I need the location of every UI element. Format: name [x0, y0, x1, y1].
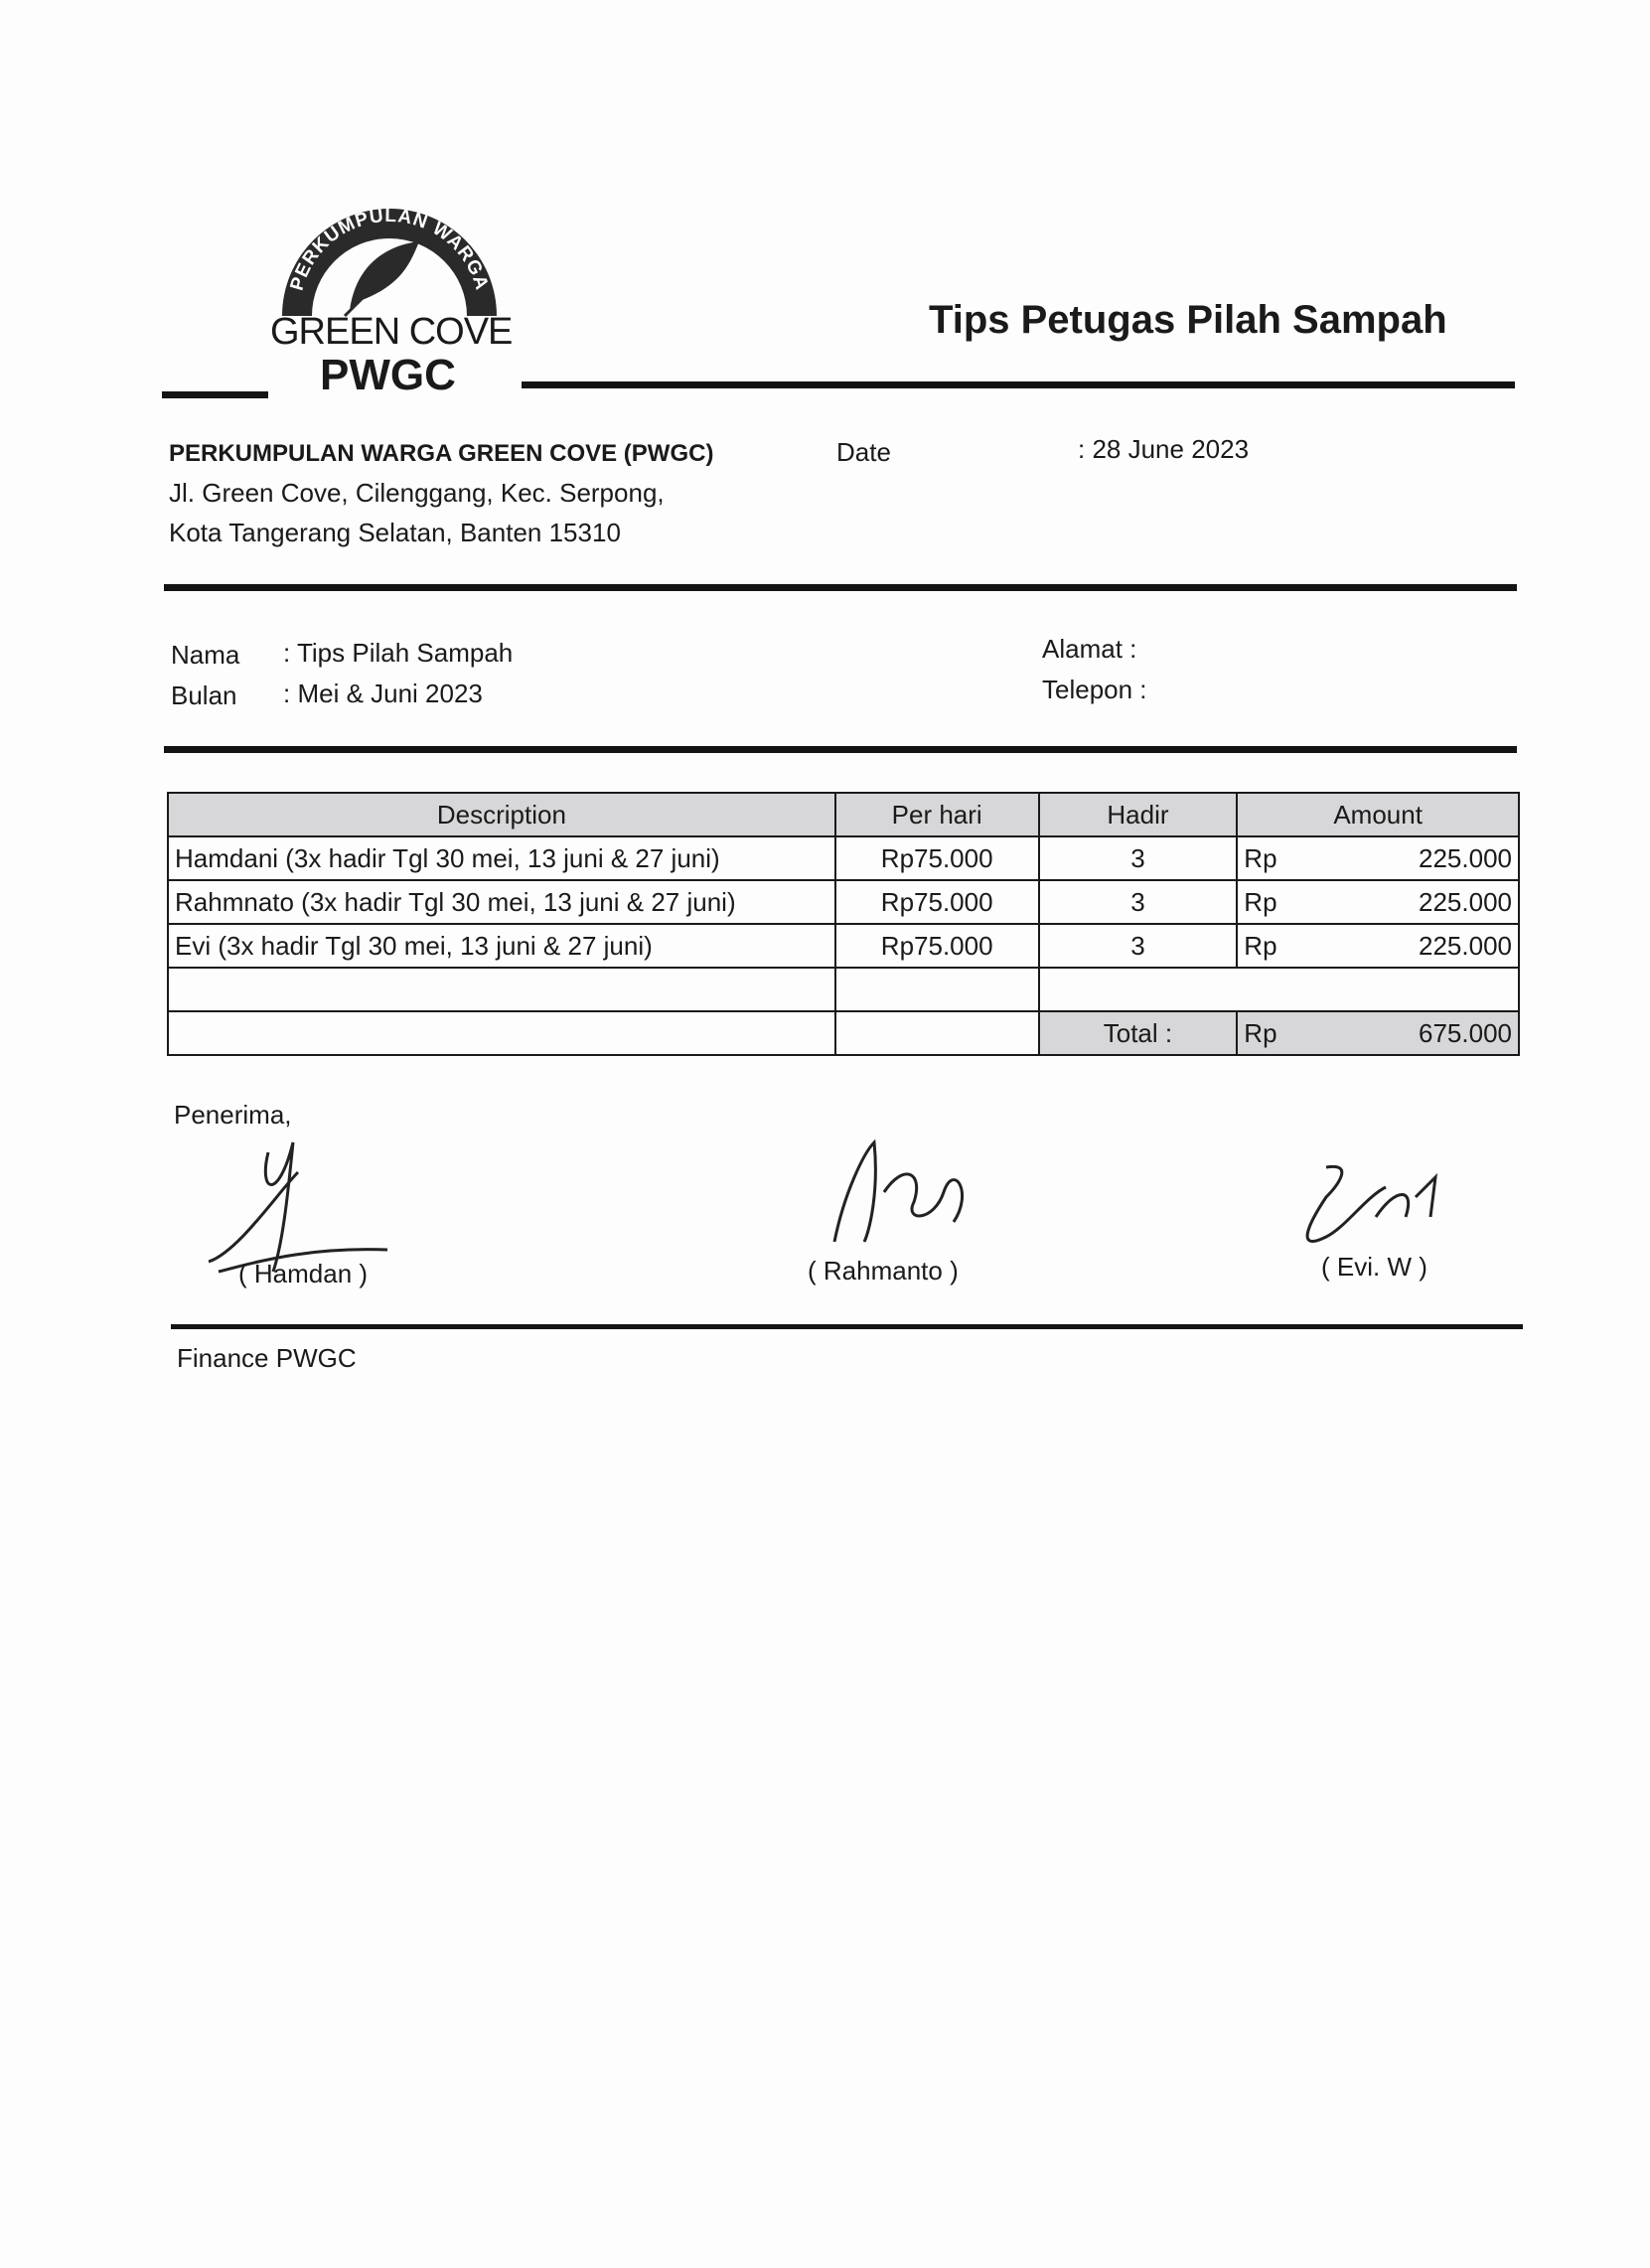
total-currency: Rp [1244, 1017, 1277, 1048]
row-description: Rahmnato (3x hadir Tgl 30 mei, 13 juni & 27 juni) [168, 880, 835, 924]
nama-value: : Tips Pilah Sampah [283, 638, 514, 668]
header-amount: Amount [1237, 793, 1519, 836]
divider-rule [164, 584, 1517, 591]
table-header [168, 793, 1519, 836]
receiver-label: Penerima, [174, 1100, 292, 1130]
currency: Rp [1244, 842, 1277, 873]
payment-table [167, 792, 1520, 1056]
amount-value: 225.000 [1419, 886, 1512, 917]
nama-label: Nama [171, 640, 240, 670]
currency: Rp [1244, 930, 1277, 961]
row-description: Hamdani (3x hadir Tgl 30 mei, 13 juni & 27 juni) [168, 836, 835, 880]
divider-rule-2 [164, 746, 1517, 753]
signatory-hamdan: ( Hamdan ) [238, 1259, 369, 1288]
row-hadir: 3 [1039, 836, 1238, 880]
header-hadir: Hadir [1039, 793, 1238, 836]
signatory-evi: ( Evi. W ) [1321, 1252, 1427, 1282]
header-rule-right [522, 381, 1515, 388]
total-value: 675.000 [1419, 1017, 1512, 1048]
row-amount [1237, 880, 1519, 924]
table-row-empty [168, 968, 1519, 1011]
org-address-2: Kota Tangerang Selatan, Banten 15310 [169, 518, 621, 547]
footer-rule [171, 1324, 1523, 1329]
total-label: Total : [1039, 1011, 1238, 1055]
currency: Rp [1244, 886, 1277, 917]
row-description: Evi (3x hadir Tgl 30 mei, 13 juni & 27 juni) [168, 924, 835, 968]
row-hadir: 3 [1039, 924, 1238, 968]
document-title: Tips Petugas Pilah Sampah [929, 298, 1447, 342]
bulan-label: Bulan [171, 680, 237, 710]
header-rule-left [162, 391, 268, 398]
amount-value: 225.000 [1419, 930, 1512, 961]
org-name: PERKUMPULAN WARGA GREEN COVE (PWGC) [169, 440, 714, 467]
table-total-row [168, 1011, 1519, 1055]
org-address-1: Jl. Green Cove, Cilenggang, Kec. Serpong, [169, 478, 665, 508]
row-hadir: 3 [1039, 880, 1238, 924]
date-value: : 28 June 2023 [1078, 434, 1250, 464]
logo-abbr: PWGC [320, 351, 456, 399]
footer-label: Finance PWGC [177, 1343, 357, 1373]
svg-text:PERKUMPULAN WARGA: PERKUMPULAN WARGA [286, 205, 493, 293]
header-per-hari: Per hari [835, 793, 1039, 836]
total-amount [1237, 1011, 1519, 1055]
row-per-hari: Rp75.000 [835, 924, 1039, 968]
header-description: Description [168, 793, 835, 836]
table-row [168, 836, 1519, 880]
table-row [168, 880, 1519, 924]
signatory-rahmanto: ( Rahmanto ) [808, 1256, 959, 1285]
logo-name: GREEN COVE [270, 311, 513, 353]
row-amount [1237, 836, 1519, 880]
row-per-hari: Rp75.000 [835, 880, 1039, 924]
date-label: Date [836, 437, 891, 467]
table-row [168, 924, 1519, 968]
amount-value: 225.000 [1419, 842, 1512, 873]
signature-rahmanto-icon [825, 1133, 983, 1272]
logo [260, 177, 519, 400]
row-amount [1237, 924, 1519, 968]
telepon-label: Telepon : [1042, 675, 1147, 704]
alamat-label: Alamat : [1042, 634, 1137, 664]
row-per-hari: Rp75.000 [835, 836, 1039, 880]
bulan-value: : Mei & Juni 2023 [283, 679, 483, 708]
